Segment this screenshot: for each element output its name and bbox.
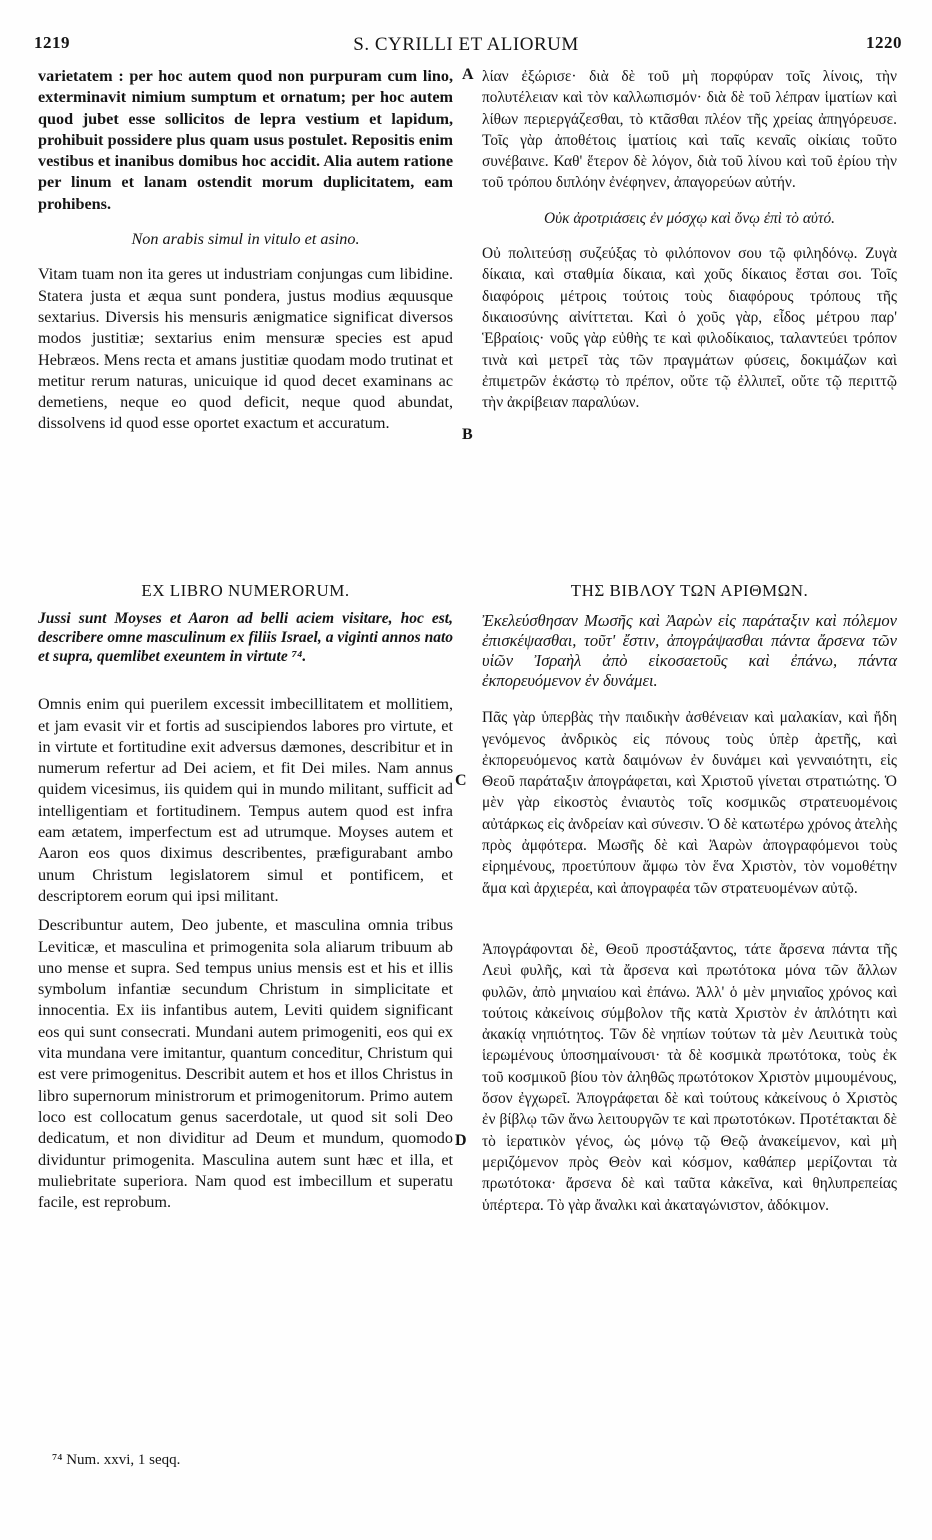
- greek-paragraph-1: Πᾶς γὰρ ὑπερβὰς τὴν παιδικὴν ἀσθένειαν καὶ μαλακίαν, καὶ ἤδη γενόμενος ἀνδρικὸς εἰς πόνους τοὺς ὑπὲρ ἀρετῆς, καὶ ἐκπορευόμενος κατὰ δαιμόνων ἐν δυνάμει καὶ γενναιότητι, εἰς Θεοῦ παράταξιν ἀπογράφεται, καὶ Χριστοῦ γίνεται στρατιώτης. Ὁ μὲν γὰρ εἰκοστὸς ἐνιαυτὸς τοῖς κοσμικῶς στρατευομένοις αὐτάρκως εἰς ἀνδρείαν καὶ σύνεσιν. Ὁ δὲ κατωτέρω χρόνος ἀτελὴς πρὸς ἀμφότερα. Μωσῆς δὲ καὶ Ἀαρὼν ἀπογραφόμενοι τοὺς εἰρημένους, προετύπουν ἄμφω τὸν ἕνα Χριστὸν, τὸν νομοθέτην ἅμα καὶ ἀρχιερέα, καὶ ἀπογραφέα τῶν στρατευομένων αὐτῷ.: [482, 709, 897, 897]
- latin-paragraph-2: Describuntur autem, Deo jubente, et masculina omnia tribus Leviticæ, et masculina et primogenita sola aliarum tribuum ab uno mense et supra. Sed tempus unius mensis est et his et illis symbolum infantiæ secundum Christum in simplicitate et innocentia. Ex iis infantibus autem, Leviti quidem significant eos qui sunt consecrati. Mundani autem primogeniti, eos qui ex vita mundana vere imitantur, quantum conceditur, Christum qui est vere primogenitus. Describit autem et hos et illos Christus in libro supernorum ministrorum et primogenitorum. Primo autem loco est collocatum genus sacerdotale, ut quod sit soli Deo dedicatum, et non dividitur ad Deum et mundum, quomodo dividuntur primogenita. Masculina autem sunt hæc et illa, et muliebritate superiora. Nam quod est imbecillum et superatu facile, est reprobum.: [38, 916, 453, 1212]
- footnote: ⁷⁴ Num. xxvi, 1 seqq.: [52, 1452, 181, 1468]
- page-number-right: 1220: [866, 33, 902, 52]
- latin-column-top: [38, 66, 453, 435]
- margin-letter-a: A: [462, 66, 474, 83]
- greek-intro-paragraph: λίαν ἐξώρισε· διὰ δὲ τοῦ μὴ πορφύραν τοῖς λίνοις, τὴν πολυτέλειαν καὶ τὸν καλλωπισμόν· διὰ δὲ τοῦ λέπραν ἱματίων καὶ λίθων περιεργάζεσθαι, τὸ κτᾶσθαι πλέον τῆς χρείας ἀπηγόρευσε. Τοῖς γὰρ ἀποθέτοις ἱματίοις καὶ ταῖς κεναῖς οἰκίαις τοῦτο συνέβαινε. Καθ' ἕτερον δὲ λόγον, διὰ τοῦ λίνου καὶ τοῦ ἐρίου τὴν τοῦ τρόπου διπλόην ἐνέφηνεν, ἀπαγορεύων αὐτήν.: [482, 68, 897, 192]
- running-head: S. CYRILLI ET ALIORUM: [353, 34, 579, 55]
- greek-section-heading: Οὐκ ἀροτριάσεις ἐν μόσχῳ καὶ ὄνῳ ἐπὶ τὸ αὐτό.: [543, 209, 836, 227]
- latin-column-numbers: [38, 580, 453, 1213]
- margin-letter-b: B: [462, 426, 473, 443]
- latin-book-title: EX LIBRO NUMERORUM.: [141, 581, 350, 600]
- greek-column-numbers: [482, 580, 897, 1216]
- greek-column-top: [482, 66, 897, 413]
- latin-intro-paragraph: varietatem : per hoc autem quod non purpuram cum lino, exterminavit nimium sumptum et ornatum; per hoc autem quod jubet esse sollicitos de lepra vestium et lapidum, prohibuit possidere plus quam usus postulet. Repositis enim vestibus et inanibus domibus hoc accidit. Alia autem ratione per linum et lanam ostendit morum duplicitatem, eam prohibens.: [38, 67, 453, 213]
- greek-body-paragraph: Οὐ πολιτεύσῃ συζεύξας τὸ φιλόπονον σου τῷ φιληδόνῳ. Ζυγὰ δίκαια, καὶ σταθμία δίκαια, καὶ χοῦς δίκαιος ἔσται σοι. Τοῖς διαφόροις μέτροις τούτοις τοὺς διαφόρους τρόπους τῆς δικαιοσύνης αἰνίττεται. Καὶ ὁ χοῦς γὰρ, εἶδος μέτρου παρ' Ἑβραίοις· νοῦς γὰρ εὐθὴς τε καὶ φιλοδίκαιος, ταλαντεύει τρόπον τινὰ καὶ μετρεῖ τὰς τῶν πραγμάτων φύσεις, δοκιμάζων καὶ ἐπιμετρῶν ἑκάστῳ τὸ πρέπον, οὔτε τῷ ἐλλιπεῖ, οὔτε τῷ περιττῷ τὴν ἀκρίβειαν παραλύων.: [482, 245, 897, 412]
- greek-book-title: ΤΗΣ ΒΙΒΛΟΥ ΤΩΝ ΑΡΙΘΜΩΝ.: [570, 581, 809, 600]
- latin-paragraph-1: Omnis enim qui puerilem excessit imbecillitatem et mollitiem, et jam evasit vir et fortis ad suscipiendos labores pro virtute, et in virtute et fortitudine exit adversus dæmones, describitur et in numerum refertur ad Dei aciem, et fit Dei miles. Nam annus quidem vicesimus, iis quidem qui in mundo militant, sufficit ad intelligentiam et fortitudinem. Tempus autem quod est infra eam ætatem, imperfectum est ad utrumque. Moyses autem et Aaron eos quos diximus describentes, præfigurabant ambo unum Christum legislatorem simul et pontificem, et descriptorem eorum qui ipsi militant.: [38, 695, 453, 905]
- latin-section-heading: Non arabis simul in vitulo et asino.: [131, 230, 360, 249]
- latin-body-paragraph: Vitam tuam non ita geres ut industriam conjungas cum libidine. Statera justa et æqua sunt pondera, justus modius æquusque sextarius. Diversis his mensuris ænigmatice significat diversos modos justitiæ; sextarius enim mensuræ species est apud Hebræos. Mens recta et amans justitiæ quodam modo trutinat et metitur rerum naturas, unicuique id quod decet examinans ac demetiens, neque eo quod deficit, neque quod abundat, dissolvens id quod esse oportet exactum et accuratum.: [38, 265, 453, 433]
- greek-lemma: Ἐκελεύσθησαν Μωσῆς καὶ Ἀαρὼν εἰς παράταξιν καὶ πόλεμον ἐπισκέψασθαι, τοῦτ' ἔστιν, ἀπογράψασθαι πάντα ἄρσενα τῶν υἱῶν Ἰσραὴλ ἀπὸ εἰκοσαετοῦς καὶ ἐπάνω, πάντα ἐκπορευόμενον ἐν δυνάμει.: [482, 611, 897, 691]
- margin-letter-c: C: [455, 772, 467, 789]
- margin-letter-d: D: [455, 1132, 467, 1149]
- latin-lemma: Jussi sunt Moyses et Aaron ad belli aciem visitare, hoc est, describere omne masculinum ex filiis Israel, a viginti annos nato et supra, quemlibet exeuntem in virtute ⁷⁴.: [38, 610, 453, 666]
- page-number-left: 1219: [34, 33, 70, 52]
- greek-paragraph-2: Ἀπογράφονται δὲ, Θεοῦ προστάξαντος, τάτε ἄρσενα πάντα τῆς Λευὶ φυλῆς, καὶ τὰ ἄρσενα καὶ πρωτότοκα μόνα τῶν ἄλλων φυλῶν, ἀπὸ μηνιαίου καὶ ἐπάνω. Ἀλλ' ὁ μὲν μηνιαῖος χρόνος καὶ τούτοις κἀκείνοις σύμβολον τῆς κατὰ Χριστὸν ἐν ἁπλότητι καὶ ἀκακίᾳ νηπιότητος. Τῶν δὲ νηπίων τούτων τὰ μὲν Λευιτικὰ τοὺς ἱερωμένους ὑποσημαίνουσι· τὰ δὲ κοσμικὰ πρωτότοκα, τοὺς ἐκ τοῦ κοσμικοῦ βίου τὸν ἀληθῶς πρωτότοκον Χριστὸν μιμουμένους, ὅσον ἐγχωρεῖ. Ἀπογράφεται δὲ καὶ τούτους κἀκείνους ὁ Χριστὸς ἐν βίβλῳ τῶν ἄνω λειτουργῶν τε καὶ πρωτοτόκων. Προτέτακται δὲ τὸ ἱερατικὸν γένος, ὡς μόνῳ τῷ Θεῷ ἀνακείμενον, καὶ μὴ μεριζόμενον πρὸς Θεὸν καὶ κόσμον, καθάπερ μερίζονται τὰ πρωτότοκα· ἄρσενα δὲ καὶ ταῦτα κἀκεῖνα, καὶ θηλυπρεπείας ὑπέρτερα. Τὸ γὰρ ἄναλκι καὶ ἀκαταγώνιστον, ἀδόκιμον.: [482, 940, 897, 1214]
